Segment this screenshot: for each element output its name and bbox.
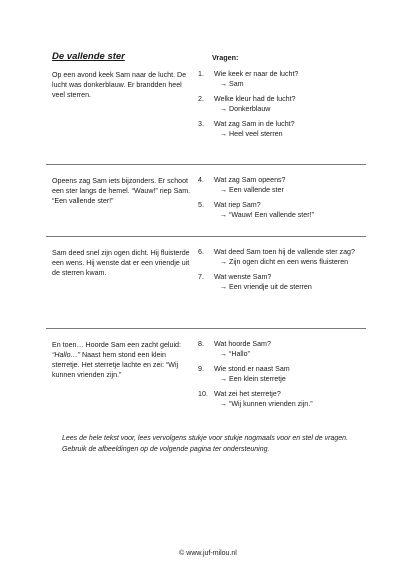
question-list [198,248,366,298]
answer-text: Sam [229,79,244,88]
section-divider [46,236,366,237]
question-item [198,70,366,89]
answer [214,211,366,221]
question-number: 5. [198,201,204,209]
answer-text: Een vallende ster [229,185,284,194]
answer [214,105,366,115]
arrow-right-icon: → [220,104,228,113]
question-text: Wat deed Sam toen hij de vallende ster zag? [214,248,355,256]
instructions-text: Lees de hele tekst voor, lees vervolgens stukje voor stukje nogmaals voor en stel de vragen. Gebruik de afbeeldingen op de volgende pagina ter ondersteuning. [62,435,348,453]
arrow-right-icon: → [220,399,228,408]
question-text: Wie stond er naast Sam [214,365,290,373]
arrow-right-icon: → [220,185,228,194]
question-number: 10. [198,390,208,398]
arrow-right-icon: → [220,374,228,383]
story-title: De vallende ster [52,51,125,62]
answer-text: Heel veel sterren [229,129,283,138]
question-item [198,248,366,267]
question-number: 2. [198,95,204,103]
question-item [198,95,366,114]
question-number: 6. [198,248,204,256]
question-text: Wat zag Sam in de lucht? [214,120,295,128]
answer-text: Een vriendje uit de sterren [229,282,312,291]
question-item [198,390,366,409]
answer-text: “Hallo” [229,349,250,358]
answer [214,283,366,293]
story-text: En toen… Hoorde Sam een zacht geluid: [52,341,181,349]
story-paragraph: Op een avond keek Sam naar de lucht. De lucht was donkerblauw. Er brandden heel veel sterren. [52,71,187,99]
question-number: 4. [198,176,204,184]
question-number: 1. [198,70,204,78]
arrow-right-icon: → [220,129,228,138]
question-list [198,70,366,145]
story-paragraph [52,340,194,380]
question-text: Wat zei het sterretje? [214,390,281,398]
question-list [198,176,366,226]
answer-text: “Wauw! Een vallende ster!” [229,210,314,219]
question-text: Wat riep Sam? [214,201,261,209]
answer-text: Een klein sterretje [229,374,286,383]
question-item [198,176,366,195]
questions-header: Vragen: [212,53,239,62]
arrow-right-icon: → [220,349,228,358]
story-paragraph: Opeens zag Sam iets bijzonders. Er schoot een ster langs de hemel. “Wauw!” riep Sam. “Een vallende ster!” [52,177,191,205]
answer [214,400,366,410]
question-item [198,340,366,359]
question-number: 8. [198,340,204,348]
question-item [198,120,366,139]
question-text: Wat wenste Sam? [214,273,272,281]
answer [214,186,366,196]
question-number: 9. [198,365,204,373]
answer [214,258,366,268]
arrow-right-icon: → [220,257,228,266]
answer [214,130,366,140]
story-text: Naast hem stond een klein sterretje. Het sterretje lachte en zei: “Wij kunnen vrienden zijn.” [52,351,179,379]
answer-text: Donkerblauw [229,104,271,113]
arrow-right-icon: → [220,79,228,88]
footer-copyright: © www.juf-milou.nl [179,550,237,557]
answer [214,80,366,90]
answer [214,375,366,385]
question-text: Welke kleur had de lucht? [214,95,296,103]
question-number: 7. [198,273,204,281]
story-text-italic: “Hallo…” [52,351,80,359]
arrow-right-icon: → [220,282,228,291]
answer-text: “Wij kunnen vrienden zijn.” [229,399,313,408]
question-text: Wat hoorde Sam? [214,340,271,348]
section-divider [46,164,366,165]
question-item [198,273,366,292]
question-number: 3. [198,120,204,128]
answer [214,350,366,360]
question-list [198,340,366,415]
arrow-right-icon: → [220,210,228,219]
question-item [198,365,366,384]
question-text: Wie keek er naar de lucht? [214,70,299,78]
question-item [198,201,366,220]
question-text: Wat zag Sam opeens? [214,176,286,184]
story-paragraph: Sam deed snel zijn ogen dicht. Hij fluisterde een wens. Hij wenste dat er een vriendje uit de sterren kwam. [52,249,190,277]
section-divider [46,328,366,329]
answer-text: Zijn ogen dicht en een wens fluisteren [229,257,349,266]
